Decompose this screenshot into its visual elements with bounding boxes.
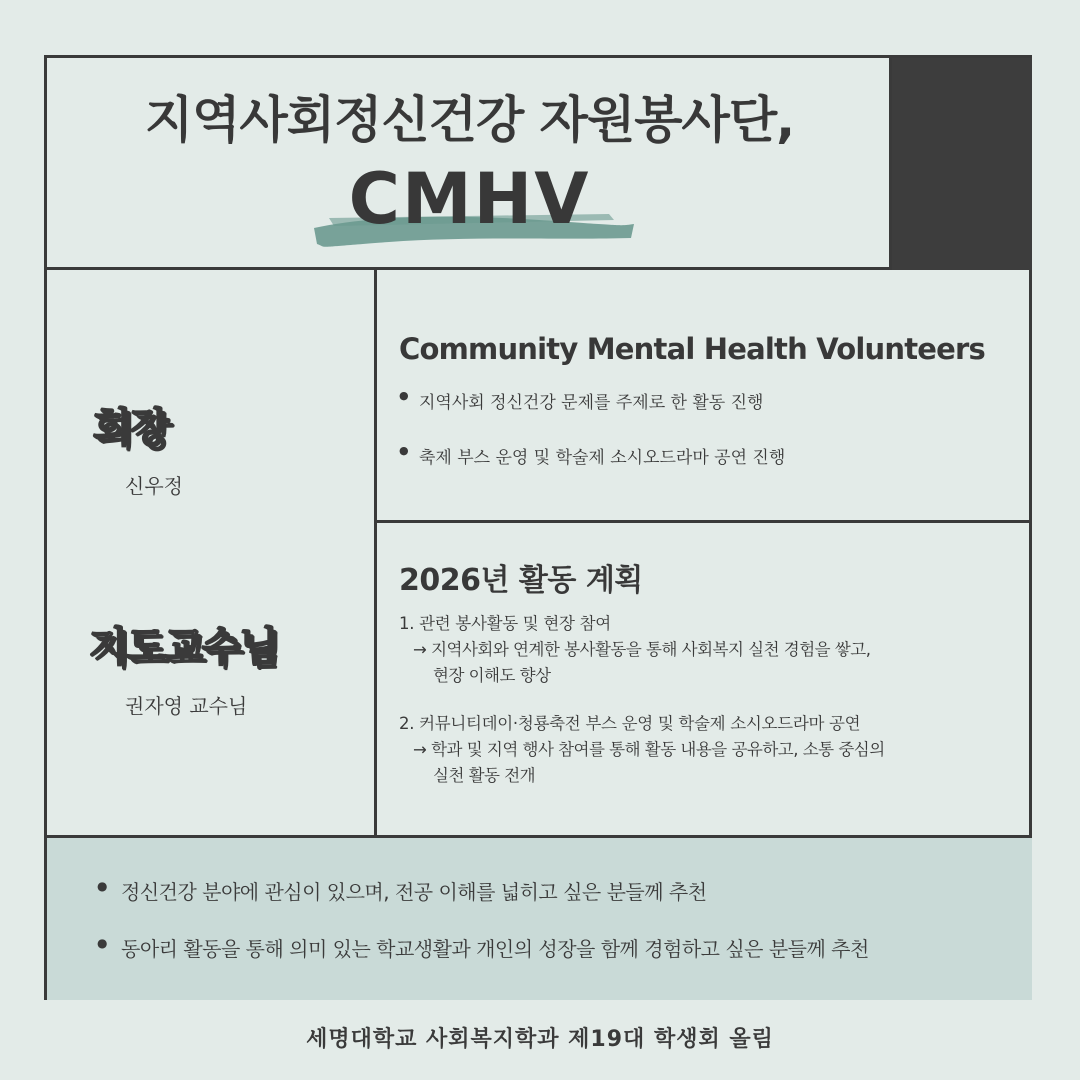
about-panel [377,270,1032,523]
plan-list [399,611,1019,811]
roles-panel [47,270,377,838]
plan-panel [377,523,1032,838]
plan-item [399,611,1019,689]
subtitle-text: CMHV [348,158,591,240]
president-title: 회장 [93,405,169,451]
plan-item [399,711,1019,789]
plan-item-desc: → 학과 및 지역 행사 참여를 통해 활동 내용을 공유하고, 소통 중심의 [413,740,885,759]
advisor-name: 권자영 교수님 [125,694,248,718]
poster-frame [44,55,1032,1000]
about-item: ● 지역사회 정신건강 문제를 주제로 한 활동 진행 [399,388,785,413]
plan-item-desc-cont: 현장 이해도 향상 [433,666,551,685]
plan-item-title: 2. 커뮤니티데이·청룡축전 부스 운영 및 학술제 소시오드라마 공연 [399,714,861,733]
advisor-title: 지도교수님 [89,624,278,670]
recommend-item: ● 정신건강 분야에 관심이 있으며, 전공 이해를 넓히고 싶은 분들께 추천 [97,876,869,905]
dark-corner-block [892,58,1032,270]
footer-signature: 세명대학교 사회복지학과 제19대 학생회 올림 [306,1027,774,1052]
president-name: 신우정 [125,474,183,498]
title-box [47,58,892,270]
plan-heading: 2026년 활동 계획 [399,563,643,598]
page-title: 지역사회정신건강 자원봉사단, [144,91,795,149]
recommend-item: ● 동아리 활동을 통해 의미 있는 학교생활과 개인의 성장을 함께 경험하고 싶은 분들께 추천 [97,933,869,962]
recommend-list [97,876,869,990]
recommend-panel [47,838,1032,1000]
plan-item-desc-cont: 실천 활동 전개 [433,766,536,785]
plan-item-title: 1. 관련 봉사활동 및 현장 참여 [399,614,611,633]
plan-item-desc: → 지역사회와 연계한 봉사활동을 통해 사회복지 실천 경험을 쌓고, [413,640,871,659]
about-item: ● 축제 부스 운영 및 학술제 소시오드라마 공연 진행 [399,443,785,468]
about-heading: Community Mental Health Volunteers [399,332,986,366]
page-subtitle [47,158,892,240]
about-list [399,388,785,468]
